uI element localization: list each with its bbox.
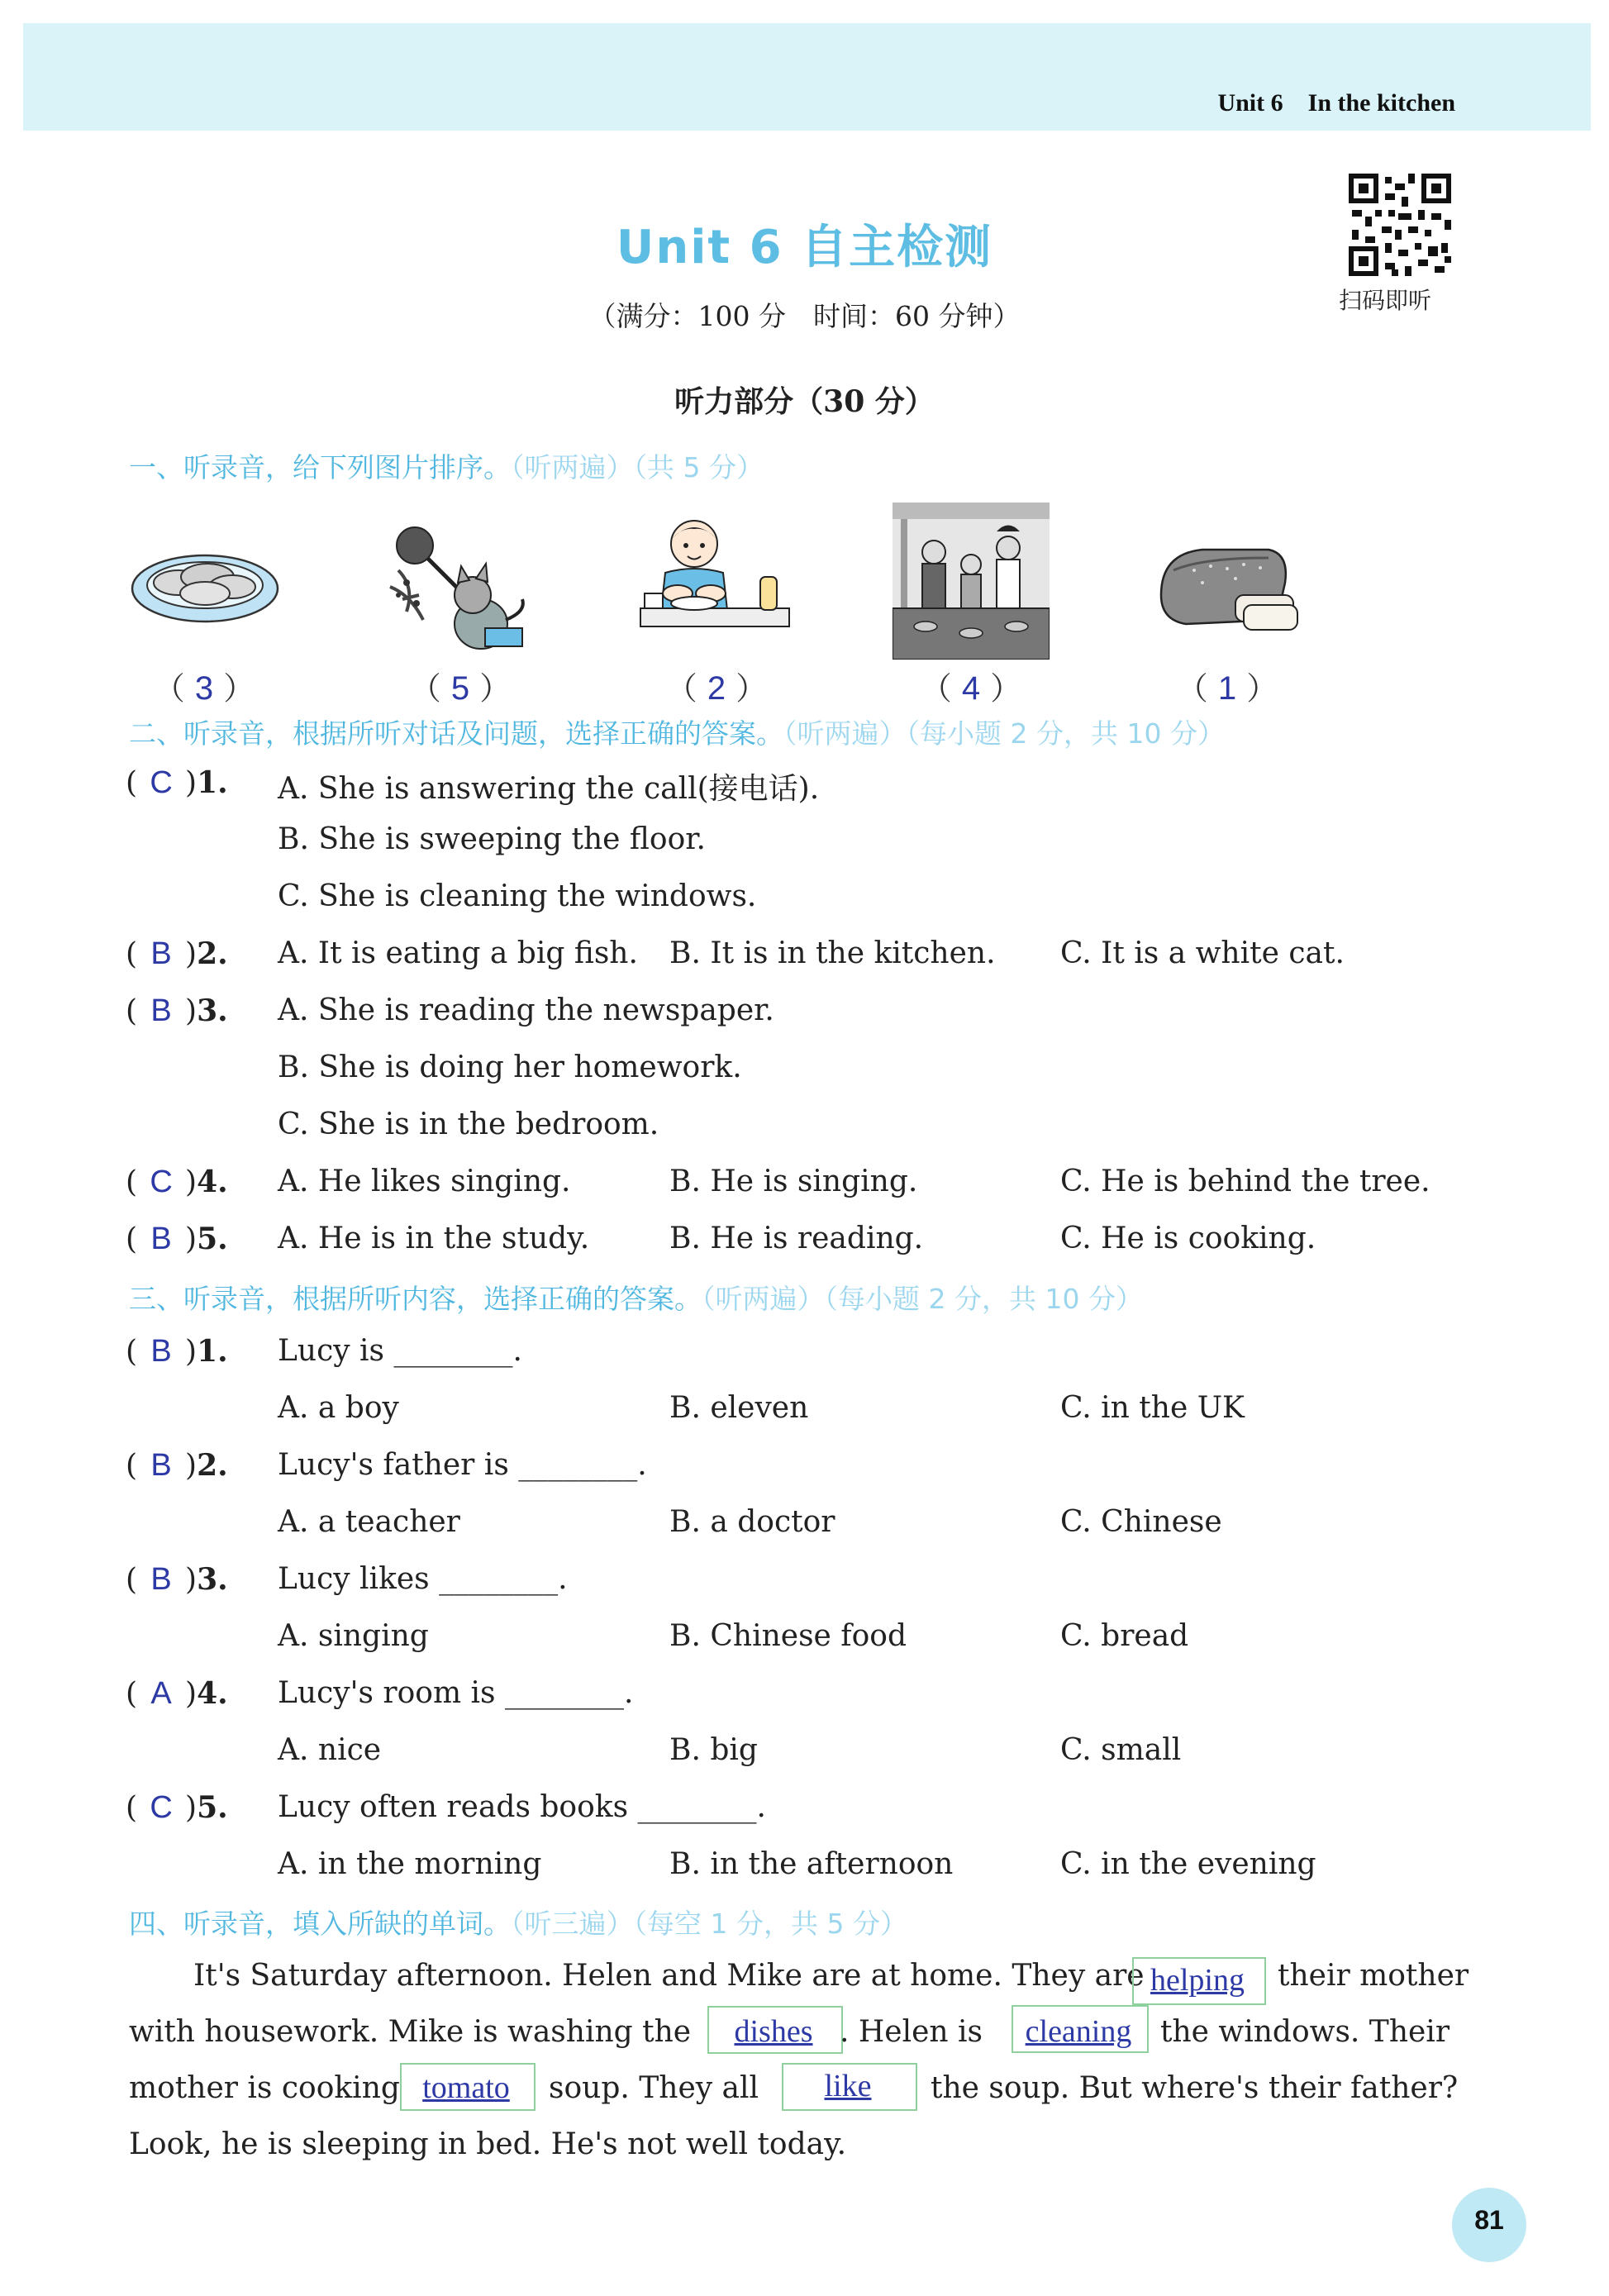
s3-q2-stem: Lucy's father is ________. xyxy=(278,1448,647,1482)
section1-heading xyxy=(129,446,764,485)
boy-washing-dishes-icon xyxy=(636,511,793,639)
s2-q1-answer[interactable]: ( C )1. xyxy=(126,765,228,800)
section4-title: 四、听录音，填入所缺的单词。 xyxy=(129,1908,511,1940)
s2-q1-option-c: C. She is cleaning the windows. xyxy=(278,879,757,913)
s3-q2-option-a: A. a teacher xyxy=(278,1505,460,1539)
section4-heading xyxy=(129,1903,907,1941)
page-title: Unit 6 自主检测 xyxy=(616,221,993,274)
qr-caption: 扫码即听 xyxy=(1339,287,1432,314)
passage-line4: Look, he is sleeping in bed. He's not well today. xyxy=(129,2127,847,2161)
s3-q5-option-c: C. in the evening xyxy=(1060,1847,1316,1881)
s3-q4-answer[interactable]: ( A )4. xyxy=(126,1676,228,1711)
s2-q4-option-b: B. He is singing. xyxy=(669,1165,918,1198)
picture-order-4[interactable]: （ 4 ） xyxy=(920,670,1022,707)
s2-q2-option-a: A. It is eating a big fish. xyxy=(278,936,638,970)
s2-q3-option-b: B. She is doing her homework. xyxy=(278,1050,742,1084)
passage-line3-b: soup. They all xyxy=(549,2071,759,2105)
passage-line2-b: . Helen is xyxy=(840,2015,983,2049)
s3-q5-option-b: B. in the afternoon xyxy=(669,1847,954,1881)
s2-q2-option-c: C. It is a white cat. xyxy=(1060,936,1345,970)
s2-q4-answer[interactable]: ( C )4. xyxy=(126,1165,228,1199)
pancakes-plate-icon xyxy=(129,537,282,628)
s2-q5-answer[interactable]: ( B )5. xyxy=(126,1222,228,1256)
topic-label: In the kitchen xyxy=(1307,89,1455,117)
s2-q5-option-a: A. He is in the study. xyxy=(278,1222,590,1255)
blank-1[interactable]: helping xyxy=(1150,1963,1245,1998)
s3-q5-answer[interactable]: ( C )5. xyxy=(126,1790,228,1825)
s2-q3-option-c: C. She is in the bedroom. xyxy=(278,1108,659,1141)
s3-q5-option-a: A. in the morning xyxy=(278,1847,542,1881)
running-header xyxy=(1217,89,1455,117)
score-time-info: （满分：100 分 时间：60 分钟） xyxy=(588,300,1021,332)
section2-title: 二、听录音，根据所听对话及问题，选择正确的答案。 xyxy=(129,717,783,750)
s2-q2-option-b: B. It is in the kitchen. xyxy=(669,936,996,970)
section3-heading xyxy=(129,1278,1143,1317)
section4-note: （听三遍）（每空 1 分，共 5 分） xyxy=(511,1908,907,1940)
passage-line1-a: It's Saturday afternoon. Helen and Mike are at home. They are xyxy=(193,1959,1145,1993)
s3-q2-answer[interactable]: ( B )2. xyxy=(126,1448,228,1483)
passage-line1-b: their mother xyxy=(1278,1959,1469,1993)
s2-q4-option-a: A. He likes singing. xyxy=(278,1165,571,1198)
section1-title: 一、听录音，给下列图片排序。 xyxy=(129,451,511,483)
s2-q4-option-c: C. He is behind the tree. xyxy=(1060,1165,1430,1198)
passage-line3-a: mother is cooking xyxy=(129,2071,400,2105)
blank-2[interactable]: dishes xyxy=(734,2014,813,2049)
s3-q3-option-b: B. Chinese food xyxy=(669,1619,907,1653)
s2-q1-option-b: B. She is sweeping the floor. xyxy=(278,822,706,856)
s3-q2-option-b: B. a doctor xyxy=(669,1505,835,1539)
family-kitchen-icon xyxy=(893,503,1050,660)
section3-note: （听两遍）（每小题 2 分，共 10 分） xyxy=(702,1283,1143,1315)
s3-q4-option-c: C. small xyxy=(1060,1733,1182,1767)
picture-order-2[interactable]: （ 5 ） xyxy=(409,670,512,707)
section1-note: （听两遍）（共 5 分） xyxy=(511,451,764,483)
picture-order-1[interactable]: （ 3 ） xyxy=(153,670,255,707)
s2-q5-option-b: B. He is reading. xyxy=(669,1222,924,1255)
s3-q4-stem: Lucy's room is ________. xyxy=(278,1676,634,1710)
blank-5[interactable]: like xyxy=(824,2069,872,2103)
section2-note: （听两遍）（每小题 2 分，共 10 分） xyxy=(783,717,1225,750)
s3-q4-option-b: B. big xyxy=(669,1733,758,1767)
qr-code-icon[interactable] xyxy=(1345,170,1454,279)
s3-q5-stem: Lucy often reads books ________. xyxy=(278,1790,766,1824)
bread-loaf-icon xyxy=(1153,537,1306,636)
s3-q1-option-a: A. a boy xyxy=(278,1391,399,1425)
s3-q3-answer[interactable]: ( B )3. xyxy=(126,1562,228,1597)
picture-order-5[interactable]: （ 1 ） xyxy=(1176,670,1278,707)
unit-label: Unit 6 xyxy=(1217,89,1283,117)
section3-title: 三、听录音，根据所听内容，选择正确的答案。 xyxy=(129,1283,702,1315)
s3-q3-option-a: A. singing xyxy=(278,1619,429,1653)
s2-q1-option-a: A. She is answering the call(接电话). xyxy=(278,772,820,806)
s3-q3-stem: Lucy likes ________. xyxy=(278,1562,568,1596)
cat-with-pan-icon xyxy=(382,521,539,661)
passage-line3-c: the soup. But where's their father? xyxy=(931,2071,1459,2105)
page-number: 81 xyxy=(1474,2205,1504,2235)
s2-q5-option-c: C. He is cooking. xyxy=(1060,1222,1316,1255)
s3-q1-option-b: B. eleven xyxy=(669,1391,809,1425)
s3-q2-option-c: C. Chinese xyxy=(1060,1505,1222,1539)
s3-q1-stem: Lucy is ________. xyxy=(278,1334,522,1368)
section2-heading xyxy=(129,712,1225,751)
s3-q1-answer[interactable]: ( B )1. xyxy=(126,1334,228,1369)
passage-line2-a: with housework. Mike is washing the xyxy=(129,2015,692,2049)
s2-q3-answer[interactable]: ( B )3. xyxy=(126,993,228,1028)
s3-q3-option-c: C. bread xyxy=(1060,1619,1189,1653)
s2-q2-answer[interactable]: ( B )2. xyxy=(126,936,228,971)
passage-line2-c: the windows. Their xyxy=(1160,2015,1450,2049)
s3-q4-option-a: A. nice xyxy=(278,1733,382,1767)
s3-q1-option-c: C. in the UK xyxy=(1060,1391,1245,1425)
s2-q3-option-a: A. She is reading the newspaper. xyxy=(278,993,774,1027)
listening-section-title: 听力部分（30 分） xyxy=(674,384,935,419)
blank-4[interactable]: tomato xyxy=(422,2070,510,2105)
picture-order-3[interactable]: （ 2 ） xyxy=(665,670,768,707)
blank-3[interactable]: cleaning xyxy=(1025,2014,1132,2049)
